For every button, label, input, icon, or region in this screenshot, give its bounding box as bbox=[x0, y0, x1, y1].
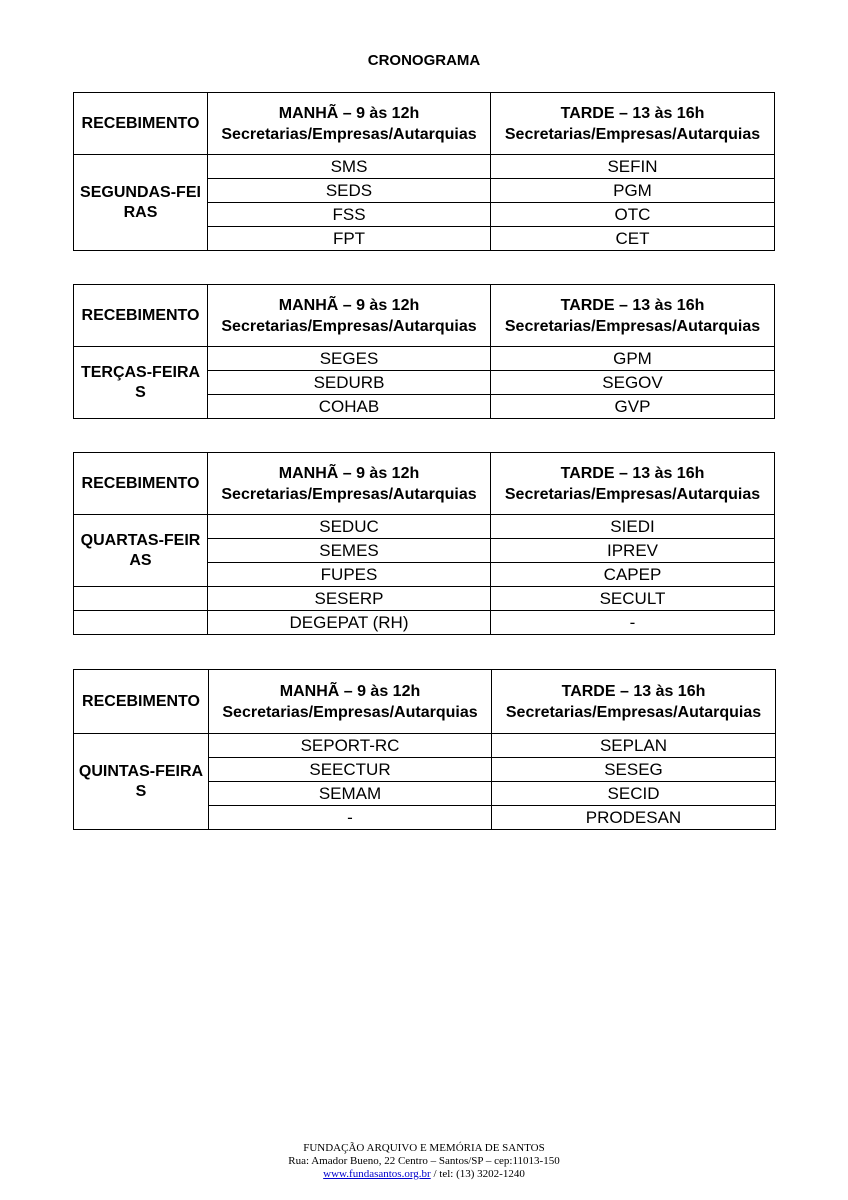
manha-cell: SEGES bbox=[208, 347, 491, 371]
tarde-cell: GPM bbox=[491, 347, 775, 371]
tarde-header-time: TARDE – 13 às 16h bbox=[560, 104, 705, 122]
website-link[interactable]: www.fundasantos.org.br bbox=[323, 1168, 431, 1180]
tarde-cell: PRODESAN bbox=[492, 806, 776, 830]
recebimento-header: RECEBIMENTO bbox=[74, 285, 208, 347]
manha-header bbox=[208, 453, 491, 515]
tarde-header-time: TARDE – 13 às 16h bbox=[561, 682, 706, 700]
tarde-cell: SIEDI bbox=[491, 515, 775, 539]
tarde-cell: SEFIN bbox=[491, 155, 775, 179]
tarde-cell: OTC bbox=[491, 203, 775, 227]
manha-header-sub: Secretarias/Empresas/Autarquias bbox=[221, 125, 477, 143]
tarde-cell: SEPLAN bbox=[492, 734, 776, 758]
manha-header-sub: Secretarias/Empresas/Autarquias bbox=[222, 703, 478, 721]
recebimento-header: RECEBIMENTO bbox=[74, 93, 208, 155]
manha-cell: SEDUC bbox=[208, 515, 491, 539]
table-row bbox=[74, 611, 775, 635]
footer-phone: / tel: (13) 3202-1240 bbox=[430, 1168, 525, 1180]
tarde-header-time: TARDE – 13 às 16h bbox=[560, 296, 705, 314]
tarde-header-sub: Secretarias/Empresas/Autarquias bbox=[504, 317, 761, 335]
page-footer bbox=[0, 1142, 848, 1181]
tarde-cell: - bbox=[491, 611, 775, 635]
manha-header-time: MANHÃ – 9 às 12h bbox=[278, 296, 420, 314]
tarde-header bbox=[491, 285, 775, 347]
tarde-cell: CET bbox=[491, 227, 775, 251]
manha-cell: SEECTUR bbox=[209, 758, 492, 782]
manha-cell: SEMAM bbox=[209, 782, 492, 806]
footer-organization: FUNDAÇÃO ARQUIVO E MEMÓRIA DE SANTOS bbox=[303, 1142, 545, 1154]
footer-contact bbox=[0, 1168, 848, 1181]
tarde-cell: CAPEP bbox=[491, 563, 775, 587]
manha-cell: SEDS bbox=[208, 179, 491, 203]
document-title: CRONOGRAMA bbox=[367, 52, 481, 69]
tarde-cell: GVP bbox=[491, 395, 775, 419]
manha-header-sub: Secretarias/Empresas/Autarquias bbox=[221, 485, 477, 503]
manha-header-sub: Secretarias/Empresas/Autarquias bbox=[221, 317, 477, 335]
manha-cell: FSS bbox=[208, 203, 491, 227]
manha-cell: - bbox=[209, 806, 492, 830]
manha-header bbox=[209, 670, 492, 734]
manha-cell: SEPORT-RC bbox=[209, 734, 492, 758]
tarde-header-sub: Secretarias/Empresas/Autarquias bbox=[504, 485, 761, 503]
table-row bbox=[74, 734, 776, 758]
tarde-header bbox=[492, 670, 776, 734]
manha-cell: DEGEPAT (RH) bbox=[208, 611, 491, 635]
tarde-header-sub: Secretarias/Empresas/Autarquias bbox=[504, 125, 761, 143]
manha-header-time: MANHÃ – 9 às 12h bbox=[279, 682, 421, 700]
day-cell: SEGUNDAS-FEIRAS bbox=[74, 155, 208, 251]
schedule-table-quintas bbox=[73, 669, 776, 830]
table-header-row bbox=[74, 285, 775, 347]
manha-cell: SESERP bbox=[208, 587, 491, 611]
manha-cell: SEMES bbox=[208, 539, 491, 563]
tarde-cell: PGM bbox=[491, 179, 775, 203]
manha-header bbox=[208, 285, 491, 347]
manha-header-time: MANHÃ – 9 às 12h bbox=[278, 104, 420, 122]
tarde-cell: SESEG bbox=[492, 758, 776, 782]
tarde-header bbox=[491, 93, 775, 155]
tarde-header bbox=[491, 453, 775, 515]
day-cell: TERÇAS-FEIRAS bbox=[74, 347, 208, 419]
table-row bbox=[74, 587, 775, 611]
empty-day-cell bbox=[74, 587, 208, 611]
tarde-cell: SEGOV bbox=[491, 371, 775, 395]
empty-day-cell bbox=[74, 611, 208, 635]
table-header-row bbox=[74, 93, 775, 155]
schedule-table-quartas bbox=[73, 452, 775, 635]
table-row bbox=[74, 515, 775, 539]
footer-address: Rua: Amador Bueno, 22 Centro – Santos/SP – cep:11013-150 bbox=[288, 1155, 560, 1167]
manha-cell: SEDURB bbox=[208, 371, 491, 395]
tarde-header-time: TARDE – 13 às 16h bbox=[560, 464, 705, 482]
recebimento-header: RECEBIMENTO bbox=[74, 670, 209, 734]
manha-cell: FUPES bbox=[208, 563, 491, 587]
day-cell: QUINTAS-FEIRAS bbox=[74, 734, 209, 830]
manha-cell: COHAB bbox=[208, 395, 491, 419]
tarde-cell: SECULT bbox=[491, 587, 775, 611]
schedule-table-tercas bbox=[73, 284, 775, 419]
tarde-header-sub: Secretarias/Empresas/Autarquias bbox=[505, 703, 762, 721]
manha-header bbox=[208, 93, 491, 155]
manha-cell: SMS bbox=[208, 155, 491, 179]
table-header-row bbox=[74, 453, 775, 515]
table-row bbox=[74, 347, 775, 371]
table-header-row bbox=[74, 670, 776, 734]
day-cell: QUARTAS-FEIRAS bbox=[74, 515, 208, 587]
manha-header-time: MANHÃ – 9 às 12h bbox=[278, 464, 420, 482]
tarde-cell: SECID bbox=[492, 782, 776, 806]
tarde-cell: IPREV bbox=[491, 539, 775, 563]
schedule-table-segundas bbox=[73, 92, 775, 251]
table-row bbox=[74, 155, 775, 179]
recebimento-header: RECEBIMENTO bbox=[74, 453, 208, 515]
manha-cell: FPT bbox=[208, 227, 491, 251]
